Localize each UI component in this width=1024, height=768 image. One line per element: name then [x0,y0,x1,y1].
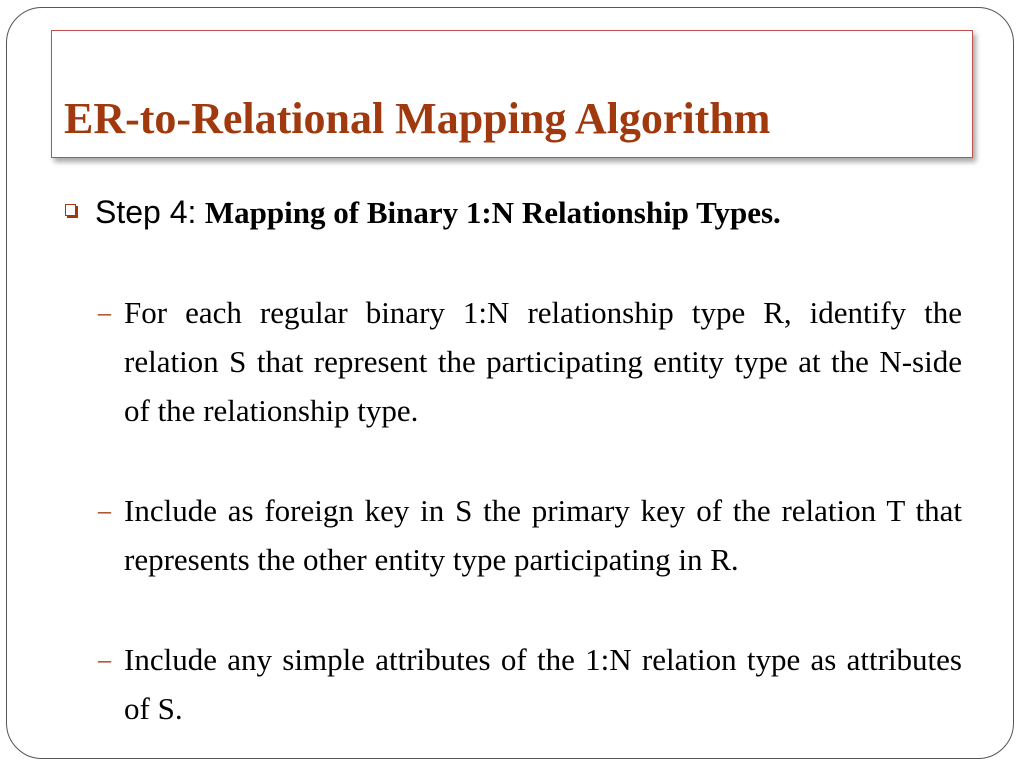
square-bullet-icon [65,204,76,216]
dash-bullet-icon: – [98,645,111,674]
slide-title: ER-to-Relational Mapping Algorithm [64,94,771,143]
list-item-text: For each regular binary 1:N relationship type R, identify the relation S that represent the participating entity type at the N-side of the relationship type. [124,295,962,428]
step-label: Step 4: [95,194,197,230]
list-item-text: Include any simple attributes of the 1:N relation type as attributes of S. [124,642,962,726]
list-item-text: Include as foreign key in S the primary key of the relation T that represents the other entity type participating in R. [124,493,962,577]
list-item [98,486,962,584]
dash-bullet-icon: – [98,298,111,327]
step-title: Mapping of Binary 1:N Relationship Types. [204,195,781,230]
dash-bullet-icon: – [98,496,111,525]
step-heading [95,188,962,237]
list-item [98,635,962,733]
list-item [98,288,962,435]
